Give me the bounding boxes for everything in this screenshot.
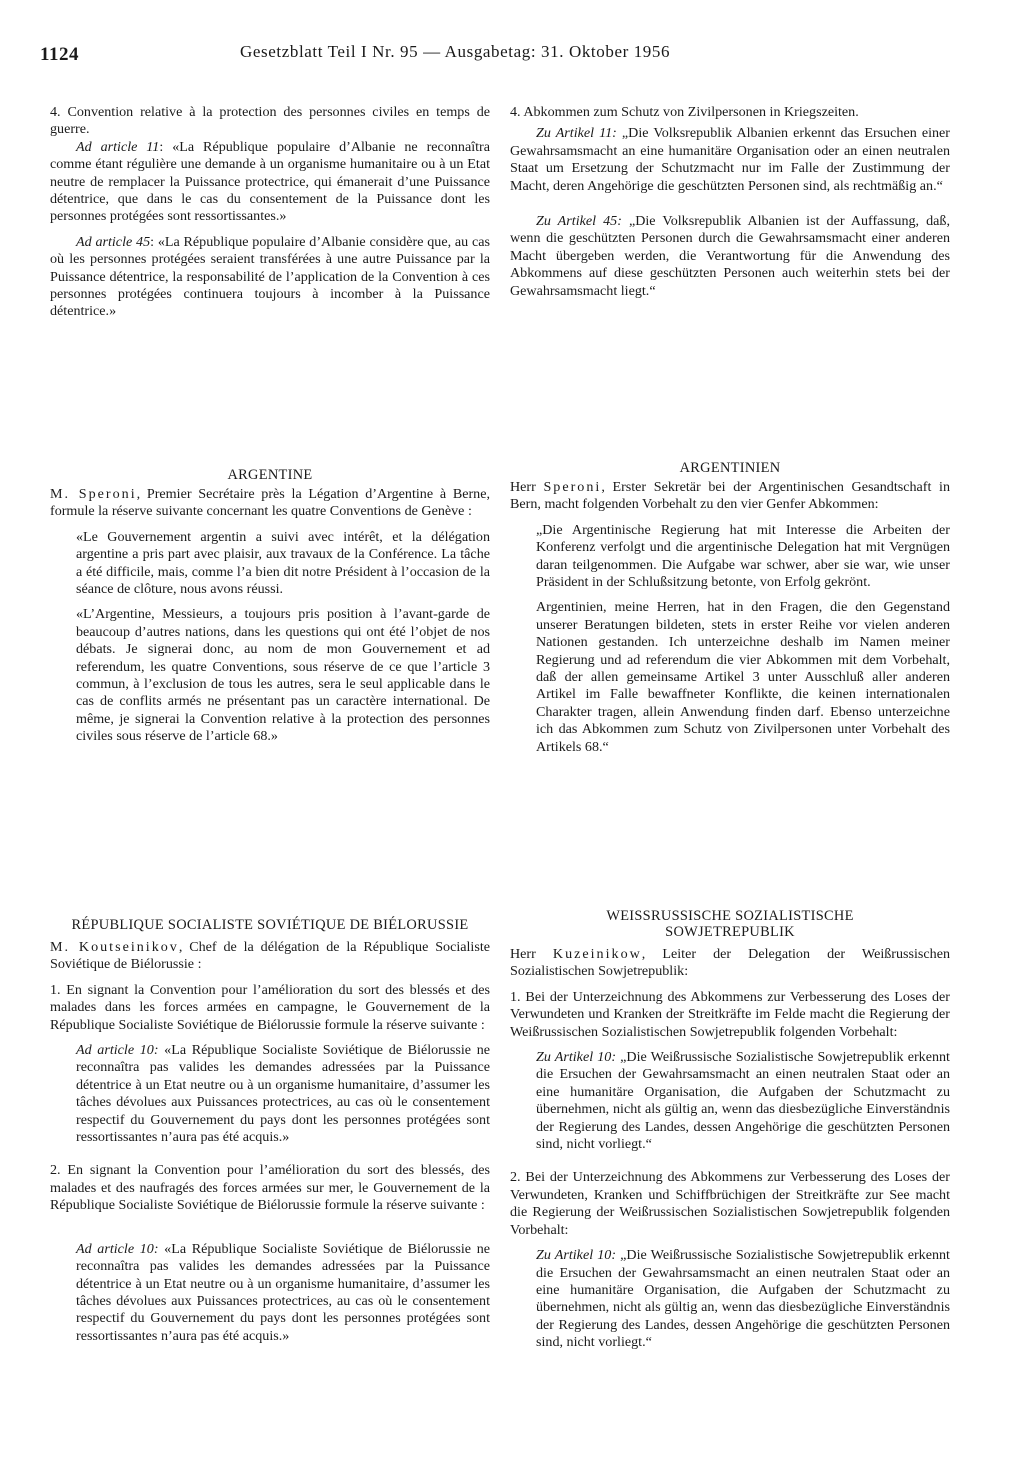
byelorussia-de-p2-label: Zu Artikel 10: <box>536 1247 617 1264</box>
argentina-de-section <box>510 460 950 756</box>
page-number: 1124 <box>40 44 79 65</box>
albania-de-article-45 <box>510 213 950 300</box>
byelorussia-de-point-1-reservation <box>510 1049 950 1153</box>
page-header <box>40 42 984 72</box>
albania-fr-a11-text: : «La République populaire d’Albanie ne reconnaîtra comme étant régulière une demande à un organisme humanitaire ou à un Etat neutre de remplacer la Puissance protectrice, qui émanerait d’une Puissance détentrice, que dans le cas du consentement de la Puissance dont les personnes protégées sont ressortissantes.» <box>50 138 490 225</box>
byelorussia-fr-point-2-reservation <box>50 1241 490 1345</box>
albania-fr-article-11 <box>50 139 490 226</box>
albania-fr-article-45 <box>50 234 490 321</box>
argentina-fr-heading: ARGENTINE <box>227 467 313 483</box>
argentina-de-name: Speroni <box>543 479 602 495</box>
byelorussia-fr-heading: RÉPUBLIQUE SOCIALISTE SOVIÉTIQUE DE BIÉLORUSSIE <box>71 917 469 933</box>
publication-title: Gesetzblatt Teil I Nr. 95 — Ausgabetag: 31. Oktober 1956 <box>240 42 671 61</box>
byelorussia-de-p1-label: Zu Artikel 10: <box>536 1049 617 1066</box>
albania-de-a11-text: „Die Volksrepublik Albanien erkennt das Ersuchen einer Gewahrsamsmacht an eine humanitäre Organisation oder an einen neutralen Staat um Ersetzung der Schutzmacht nur im Falle der Zustimmung der Macht, deren Angehörige die geschützten Personen sind, als rechtmäßig an.“ <box>510 125 950 194</box>
argentina-fr-name: M. Speroni <box>50 486 137 502</box>
byelorussia-de-p2-quote: „Die Weißrussische Sozialistische Sowjetrepublik erkennt die Ersuchen der Gewahrsamsmacht an einen neutralen Staat oder an eine humanitäre Organisation, die Aufgaben der Schutzmacht zu übernehmen, nicht als gültig an, wenn das diesbezügliche Einverständnis der Regierung des Landes, dessen Angehörige die geschützten Personen sind, nicht vorliegt.“ <box>536 1247 950 1351</box>
albania-de-item: 4. Abkommen zum Schutz von Zivilpersonen in Kriegszeiten. <box>510 104 859 120</box>
byelorussia-fr-p2-label: Ad article 10: <box>76 1240 159 1257</box>
byelorussia-de-name-prefix: Herr <box>510 946 553 962</box>
byelorussia-fr-intro-text: , Chef de la délégation de la République Socialiste Soviétique de Biélorussie : <box>50 939 490 973</box>
argentina-fr-quote-2: «L’Argentine, Messieurs, a toujours pris position à l’avant-garde de beaucoup d’autres nations, dans les questions qui ont été l’objet de nos débats. Je signerai donc, au nom de mon Gouvernement et ad referendum, les quatre Conventions, sous réserve de ce que l’article 3 commun, à l’exclusion de tous les autres, sera le seul applicable dans le cas de conflits armés ne présentant pas un caractère international. De même, je signerai la Convention relative à la protection des personnes civiles sous réserve de l’article 68.» <box>76 606 490 745</box>
argentina-fr-intro <box>50 486 490 521</box>
byelorussia-fr-intro <box>50 939 490 974</box>
byelorussia-de-name: Kuzeinikow <box>552 946 642 962</box>
albania-fr-item: 4. Convention relative à la protection des personnes civiles en temps de guerre. <box>50 104 490 138</box>
argentina-de-heading: ARGENTINIEN <box>679 460 781 476</box>
argentina-de-intro-text: , Erster Sekretär bei der Argentinischen Gesandtschaft in Bern, macht folgenden Vorbehalt zu den vier Genfer Abkommen: <box>510 479 950 513</box>
argentina-fr-section <box>50 467 490 746</box>
albania-fr-a11-label: Ad article 11 <box>76 138 160 155</box>
argentina-fr-quote-1: «Le Gouvernement argentin a suivi avec intérêt, et la délégation argentine a pris part avec plaisir, aux travaux de la Conférence. La tâche a été difficile, mais, comme l’a bien dit notre Président à l’occasion de la séance de clôture, nous avons réussi. <box>76 528 490 598</box>
albania-de-a45-label: Zu Artikel 45: <box>536 213 622 230</box>
byelorussia-fr-p1-label: Ad article 10: <box>76 1042 159 1059</box>
byelorussia-de-section <box>510 908 950 1352</box>
albania-fr-a45-label: Ad article 45 <box>76 233 151 250</box>
argentina-de-intro <box>510 479 950 514</box>
byelorussia-fr-name: M. Koutseinikov <box>50 939 179 955</box>
byelorussia-de-p1-quote: „Die Weißrussische Sozialistische Sowjetrepublik erkennt die Ersuchen der Gewahrsamsmacht an einen neutralen Staat oder an eine humanitäre Organisation, die Aufgaben der Schutzmacht zu übernehmen, nicht als gültig an, wenn das diesbezügliche Einverständnis der Regierung des Landes, dessen Angehörige die geschützten Personen sind, nicht vorliegt.“ <box>536 1049 950 1153</box>
argentina-de-quote-1: „Die Argentinische Regierung hat mit Interesse die Arbeiten der Konferenz verfolgt und die argentinische Delegation hat mit Vergnügen daran teilgenommen. Die Aufgabe war schwer, aber sie war, wie unser Präsident in der Schlußsitzung betonte, von Erfolg gekrönt. <box>536 521 950 591</box>
byelorussia-fr-point-1: 1. En signant la Convention pour l’amélioration du sort des blessés et des malades dans les forces armées en campagne, le Gouvernement de la République Socialiste Soviétique de Biélorussie formule la réserve suivante : <box>50 981 490 1033</box>
byelorussia-fr-p1-quote: «La République Socialiste Soviétique de Biélorussie ne reconnaîtra pas valides les demandes adressées par la Puissance détentrice à un Etat neutre ou à un organisme humanitaire, d’assumer les tâches dévolues aux Puissances protectrices, au cas où le consentement respectif du Gouvernement du pays dont les personnes protégées sont ressortissantes n’aura pas été acquis.» <box>76 1042 490 1146</box>
argentina-de-quote-2: Argentinien, meine Herren, hat in den Fragen, die den Gegenstand unserer Beratungen bildeten, stets in erster Reihe vor vielen anderen Nationen gestanden. Ich unterzeichne deshalb im Namen meiner Regierung und ad referendum die vier Abkommen mit dem Vorbehalt, daß der allen gemeinsame Artikel 3 unter Ausschluß aller anderen Artikel im Falle bewaffneter Konflikte, die keinen internationalen Charakter tragen, allein Anwendung finden darf. Ebenso unterzeichne ich das Abkommen zum Schutz von Zivilpersonen unter Vorbehalt des Artikels 68.“ <box>536 599 950 755</box>
albania-fr-section <box>50 104 490 321</box>
argentina-de-name-prefix: Herr <box>510 479 544 495</box>
albania-de-a45-text: „Die Volksrepublik Albanien ist der Auffassung, daß, wenn die geschützten Personen durch die Gewahrsamsmacht einer anderen Macht übergeben werden, die Verantwortung für die Anwendung des Abkommens auf diese geschützten Personen auch weiterhin stets bei der Gewahrsamsmacht liegt.“ <box>510 213 950 299</box>
byelorussia-de-heading: WEISSRUSSISCHE SOZIALISTISCHE SOWJETREPUBLIK <box>606 908 854 940</box>
byelorussia-de-point-1: 1. Bei der Unterzeichnung des Abkommens zur Verbesserung des Loses der Verwundeten und Kranken der Streitkräfte im Felde macht die Regierung der Weißrussischen Sozialistischen Sowjetrepublik folgenden Vorbehalt: <box>510 988 950 1040</box>
argentina-fr-intro-text: , Premier Secrétaire près la Légation d’Argentine à Berne, formule la réserve suivante concernant les quatre Conventions de Genève : <box>50 486 490 520</box>
byelorussia-de-intro-text: , Leiter der Delegation der Weißrussischen Sozialistischen Sowjetrepublik: <box>510 946 951 980</box>
byelorussia-fr-point-1-reservation <box>50 1042 490 1146</box>
byelorussia-fr-p2-quote: «La République Socialiste Soviétique de Biélorussie ne reconnaîtra pas valides les demandes adressées par la Puissance détentrice à un Etat neutre ou à un organisme humanitaire, d’assumer les tâches dévolues aux Puissances protectrices, au cas où le consentement respectif du Gouvernement du pays dont les personnes protégées sont ressortissantes n’aura pas été acquis.» <box>76 1240 490 1344</box>
albania-de-section <box>510 104 950 300</box>
byelorussia-de-intro <box>510 946 950 981</box>
albania-de-a11-label: Zu Artikel 11: <box>536 125 617 142</box>
albania-fr-a45-text: : «La République populaire d’Albanie considère que, au cas où les personnes protégées seraient transférées à une autre Puissance par la Puissance détentrice, la responsabilité de l’application de la Convention à ces personnes protégées continuera toujours à incomber à la Puissance détentrice.» <box>50 233 490 320</box>
byelorussia-de-point-2: 2. Bei der Unterzeichnung des Abkommens zur Verbesserung des Loses der Verwundeten, Kranken und Schiffbrüchigen der Streitkräfte zur See macht die Regierung der Weißrussischen Sozialistischen Sowjetrepublik folgenden Vorbehalt: <box>510 1169 950 1238</box>
byelorussia-fr-point-2: 2. En signant la Convention pour l’amélioration du sort des blessés, des malades et des naufragés des forces armées sur mer, le Gouvernement de la République Socialiste Soviétique de Biélorussie formule la réserve suivante : <box>50 1162 490 1214</box>
byelorussia-de-point-2-reservation <box>510 1247 950 1351</box>
albania-de-article-11 <box>510 125 950 195</box>
byelorussia-fr-section <box>50 917 490 1345</box>
